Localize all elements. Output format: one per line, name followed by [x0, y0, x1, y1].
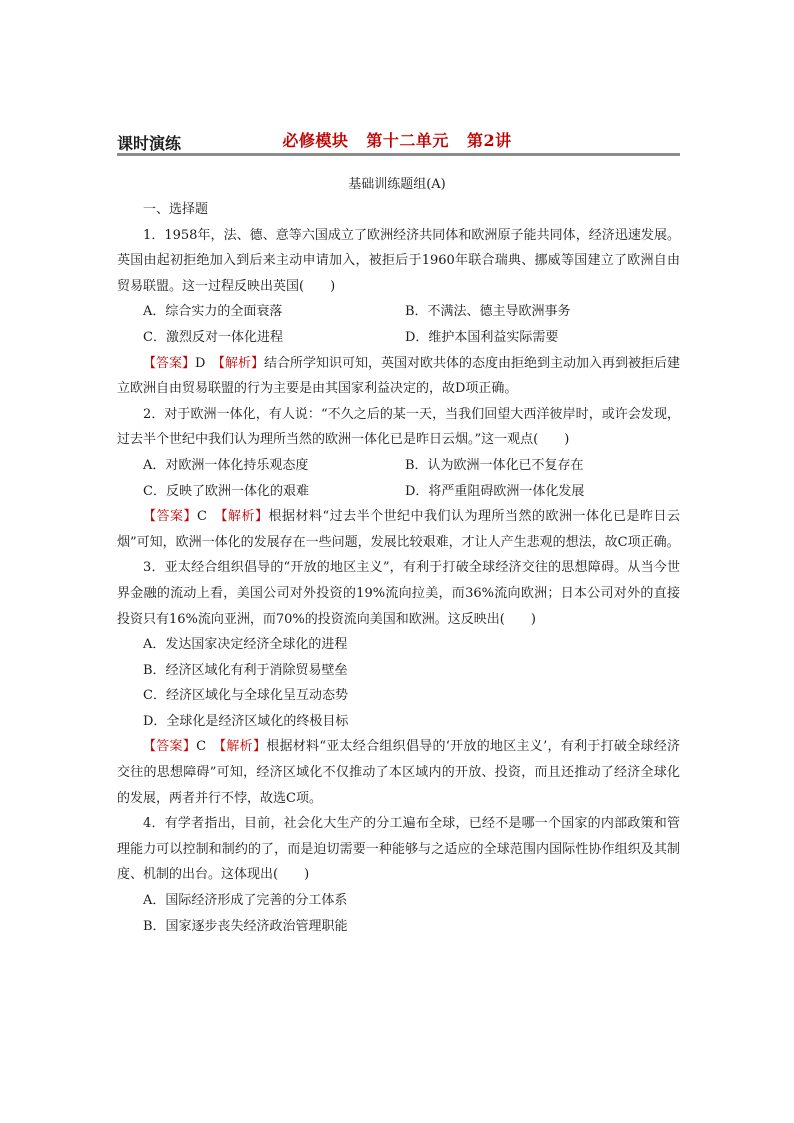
question-content [117, 197, 680, 939]
question-2-option-b: B．认为欧洲一体化已不复存在 [405, 457, 584, 473]
title-module: 必修模块 [282, 131, 349, 150]
question-4-stem: 4．有学者指出，目前，社会化大生产的分工遍布全球，已经不是哪一个国家的内部政策和管理能力可以控制和制约的了，而是迫切需要一种能够与之适应的全球范围内国际性协作组织及其制度、机制的出台。这体现出( ) [117, 816, 680, 883]
question-2-options-row-2 [117, 479, 680, 505]
answer-value: C [197, 509, 207, 525]
analysis-label: 【解析】 [218, 355, 264, 371]
section-title: 一、选择题 [143, 202, 209, 217]
question-2-option-d: D．将严重阻碍欧洲一体化发展 [405, 483, 585, 499]
question-2-option-c: C．反映了欧洲一体化的艰难 [143, 483, 309, 499]
question-2-stem: 2．对于欧洲一体化，有人说：“不久之后的某一天，当我们回望大西洋彼岸时，或许会发现，过去半个世纪中我们认为理所当然的欧洲一体化已是昨日云烟。”这一观点( ) [117, 406, 680, 448]
section-heading: 课时演练 [117, 134, 182, 153]
question-3-option-a: A．发达国家决定经济全球化的进程 [143, 637, 348, 653]
title-lesson: 第2讲 [467, 131, 512, 150]
answer-label: 【答案】 [143, 509, 197, 525]
question-1-option-b: B．不满法、德主导欧洲事务 [405, 304, 571, 320]
question-4-option-a: A．国际经济形成了完善的分工体系 [143, 893, 348, 909]
question-1-stem: 1．1958年，法、德、意等六国成立了欧洲经济共同体和欧洲原子能共同体，经济迅速发展。英国由起初拒绝加入到后来主动申请加入，被拒后于1960年联合瑞典、挪威等国建立了欧洲自由贸易联盟。这一过程反映出英国( ) [117, 227, 680, 294]
question-1-option-a: A．综合实力的全面衰落 [143, 304, 283, 320]
answer-label: 【答案】 [143, 739, 197, 755]
analysis-text: 结合所学知识可知，英国对欧共体的态度由拒绝到主动加入再到被拒后建立欧洲自由贸易联盟的行为主要是由其国家利益决定的，故D项正确。 [117, 355, 680, 397]
question-3-option-c: C．经济区域化与全球化呈互动态势 [143, 688, 348, 704]
analysis-text: 根据材料“亚太经合组织倡导的‘开放的地区主义’，有利于打破全球经济交往的思想障碍”可知，经济区域化不仅推动了本区域内的开放、投资，而且还推动了经济全球化的发展，两者并行不悖，故选C项。 [117, 739, 680, 806]
analysis-label: 【解析】 [220, 509, 269, 525]
answer-value: D [195, 355, 206, 371]
question-2-option-a: A．对欧洲一体化持乐观态度 [143, 457, 309, 473]
question-1-option-d: D．维护本国利益实际需要 [405, 329, 559, 345]
question-1-answer [117, 351, 680, 402]
exercise-group-title: 基础训练题组(A) [348, 177, 446, 192]
question-1-options-row-1 [117, 299, 680, 325]
title-unit: 第十二单元 [366, 131, 449, 150]
question-1-option-c: C．激烈反对一体化进程 [143, 329, 283, 345]
question-3-option-b: B．经济区域化有利于消除贸易壁垒 [143, 662, 348, 678]
question-2-options-row-1 [117, 453, 680, 479]
question-2-answer [117, 504, 680, 555]
heading-divider [117, 153, 680, 156]
question-1-options-row-2 [117, 325, 680, 351]
question-4-option-b: B．国家逐步丧失经济政治管理职能 [143, 918, 348, 934]
answer-value: C [196, 739, 207, 755]
analysis-text: 根据材料“过去半个世纪中我们认为理所当然的欧洲一体化已是昨日云烟”可知，欧洲一体化的发展存在一些问题，发展比较艰难，才让人产生悲观的想法，故C项正确。 [117, 509, 680, 550]
analysis-label: 【解析】 [219, 739, 267, 755]
question-3-option-d: D．全球化是经济区域化的终极目标 [143, 713, 349, 729]
question-3-stem: 3．亚太经合组织倡导的“开放的地区主义”，有利于打破全球经济交往的思想障碍。从当今世界金融的流动上看，美国公司对外投资的19%流向拉美，而36%流向欧洲；日本公司对外的直接投资只有16%流向亚洲，而70%的投资流向美国和欧洲。这反映出( ) [117, 560, 680, 627]
answer-label: 【答案】 [143, 355, 196, 371]
question-3-answer [117, 734, 680, 811]
